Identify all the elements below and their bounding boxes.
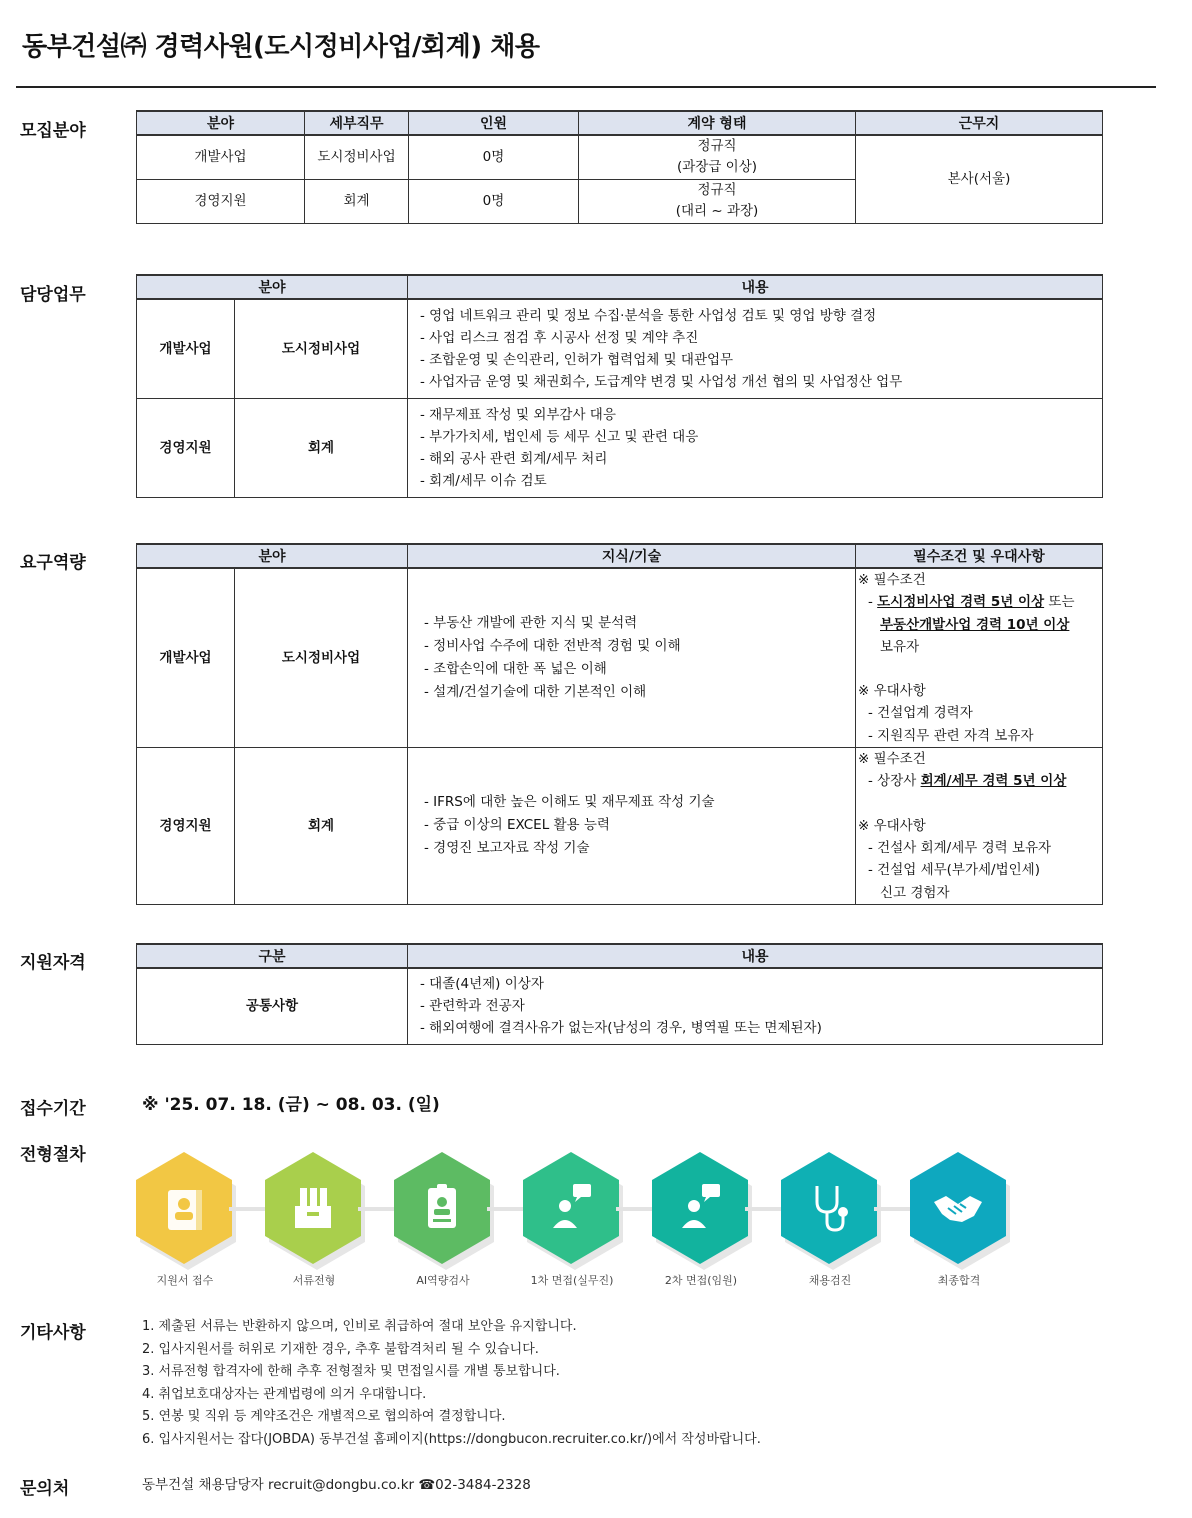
duties-list [408,398,1103,497]
field-cell: 경영지원 [137,179,305,223]
section-label-contact: 문의처 [20,1479,70,1499]
document-files-icon [259,1150,367,1270]
preferred-item: - 건설업계 경력자 [868,705,973,722]
header-content: 내용 [408,275,1103,299]
list-item: - 대졸(4년제) 이상자 [420,976,544,993]
list-item: - 설계/건설기술에 대한 기본적인 이해 [424,684,647,701]
list-item: - 경영진 보고자료 작성 기술 [424,840,590,857]
table-row [137,398,1103,497]
step-label: 1차 면접(실무진) [530,1274,614,1287]
category-cell: 공통사항 [137,968,408,1044]
contact-info: 동부건설 채용담당자 recruit@dongbu.co.kr ☎02-3484-2328 [142,1477,531,1493]
count-cell: 0명 [409,135,579,179]
process-step [904,1150,1014,1287]
contract-cell [579,179,856,223]
table-row [137,968,1103,1044]
step-label: 최종합격 [937,1274,981,1287]
process-step [517,1150,627,1287]
header-field: 분야 [137,275,408,299]
list-item: - 재무제표 작성 및 외부감사 대응 [420,406,616,423]
step-label: AI역량검사 [416,1274,470,1287]
job-cell: 회계 [305,179,409,223]
process-step [130,1150,240,1287]
preferred-title: ※ 우대사항 [858,683,926,700]
process-step [646,1150,756,1287]
preferred-item: - 지원직무 관련 자격 보유자 [868,727,1034,744]
list-item: - 사업자금 운영 및 채권회수, 도급계약 변경 및 사업성 개선 협의 및 사업정산 업무 [420,373,903,390]
requirements-cell [856,568,1103,748]
competency-table [136,543,1103,905]
required-condition: 보유자 [880,638,920,655]
table-row [137,748,1103,905]
note-item: 3. 서류전형 합격자에 한해 추후 전형절차 및 면접일시를 개별 통보합니다. [142,1364,560,1379]
table-row [137,135,1103,179]
list-item: - 회계/세무 이슈 검토 [420,472,547,489]
required-condition [858,770,1102,792]
required-suffix: 또는 [1044,594,1075,611]
job-cell: 도시정비사업 [235,299,408,398]
process-steps [130,1150,1030,1300]
section-label-competency: 요구역량 [20,553,86,573]
contract-grade: (대리 ~ 과장) [675,203,759,219]
required-prefix: - [868,594,878,611]
preferred-title: ※ 우대사항 [858,817,926,834]
required-prefix: - 상장사 [868,773,921,790]
step-label: 2차 면접(임원) [664,1274,738,1287]
job-cell: 회계 [235,748,408,905]
requirements-cell [856,748,1103,905]
field-cell: 개발사업 [137,299,235,398]
job-cell: 회계 [235,398,408,497]
header-job: 세부직무 [305,111,409,135]
job-cell: 도시정비사업 [305,135,409,179]
qualification-table [136,943,1103,1045]
section-label-period: 접수기간 [20,1099,86,1119]
table-header-row [137,944,1103,968]
contract-grade: (과장급 이상) [676,159,758,176]
header-content: 내용 [408,944,1103,968]
header-requirements: 필수조건 및 우대사항 [856,544,1103,568]
preferred-item: - 건설업 세무(부가세/법인세) [868,862,1040,879]
table-header-row [137,544,1103,568]
recruit-table [136,110,1103,224]
stethoscope-icon [775,1150,883,1270]
contract-type: 정규직 [697,182,737,198]
list-item: - IFRS에 대한 높은 이해도 및 재무제표 작성 기술 [424,794,715,811]
notes-list [142,1316,761,1451]
contract-cell [579,135,856,179]
list-item: - 정비사업 수주에 대한 전반적 경험 및 이해 [424,638,681,655]
note-item: 5. 연봉 및 직위 등 계약조건은 개별적으로 협의하여 결정합니다. [142,1409,506,1424]
preferred-item: 신고 경험자 [880,884,950,901]
step-label: 지원서 접수 [156,1274,214,1287]
list-item: - 부가가치세, 법인세 등 세무 신고 및 관련 대응 [420,428,699,445]
header-contract: 계약 형태 [579,111,856,135]
executive-interview-icon [646,1150,754,1270]
list-item: - 부동산 개발에 관한 지식 및 분석력 [424,615,638,632]
required-condition [858,614,1102,636]
section-label-recruit: 모집분야 [20,121,86,141]
job-cell: 도시정비사업 [235,568,408,748]
list-item: - 영업 네트워크 관리 및 정보 수집·분석을 통한 사업성 검토 및 영업 방향 결정 [420,307,877,324]
preferred-item: - 건설사 회계/세무 경력 보유자 [868,839,1052,856]
page-title: 동부건설㈜ 경력사원(도시정비사업/회계) 채용 [22,32,540,62]
process-step [388,1150,498,1287]
duties-table [136,274,1103,498]
table-header-row [137,275,1103,299]
list-item: - 해외여행에 결격사유가 없는자(남성의 경우, 병역필 또는 면제된자) [420,1020,822,1037]
location-cell: 본사(서울) [856,135,1103,223]
note-item: 6. 입사지원서는 잡다(JOBDA) 동부건설 홈페이지(https://dongbucon.recruiter.co.kr/)에서 작성바랍니다. [142,1431,761,1447]
list-item: - 조합운영 및 손익관리, 인허가 협력업체 및 대관업무 [420,351,734,368]
required-highlight: 회계/세무 경력 5년 이상 [920,773,1067,790]
application-book-icon [130,1150,238,1270]
required-title: ※ 필수조건 [858,751,926,768]
field-cell: 개발사업 [137,568,235,748]
required-condition [858,591,1102,613]
contract-type: 정규직 [697,138,737,155]
qualification-list [408,968,1103,1044]
required-highlight: 부동산개발사업 경력 10년 이상 [880,616,1070,633]
note-item: 1. 제출된 서류는 반환하지 않으며, 인비로 취급하여 절대 보안을 유지합니다. [142,1319,577,1334]
list-item: - 관련학과 전공자 [420,998,525,1015]
title-divider [16,86,1156,88]
required-highlight: 도시정비사업 경력 5년 이상 [877,594,1045,611]
table-row [137,299,1103,398]
step-label: 채용검진 [808,1274,852,1287]
note-item: 4. 취업보호대상자는 관계법령에 의거 우대합니다. [142,1386,427,1402]
handshake-icon [904,1150,1012,1270]
header-field: 분야 [137,111,305,135]
required-title: ※ 필수조건 [858,572,926,588]
table-row [137,568,1103,748]
section-label-etc: 기타사항 [20,1323,86,1343]
header-skills: 지식/기술 [408,544,856,568]
header-category: 구분 [137,944,408,968]
table-header-row [137,111,1103,135]
skills-list [408,568,856,748]
list-item: - 사업 리스크 점검 후 시공사 선정 및 계약 추진 [420,329,699,346]
field-cell: 경영지원 [137,748,235,905]
skills-list [408,748,856,905]
application-period: ※ '25. 07. 18. (금) ~ 08. 03. (일) [142,1095,440,1115]
header-field: 분야 [137,544,408,568]
section-label-duties: 담당업무 [20,285,86,305]
process-step [259,1150,369,1287]
id-card-icon [388,1150,496,1270]
duties-list [408,299,1103,398]
step-label: 서류전형 [292,1274,336,1287]
list-item: - 중급 이상의 EXCEL 활용 능력 [424,817,610,834]
field-cell: 개발사업 [137,135,305,179]
process-step [775,1150,885,1287]
section-label-process: 전형절차 [20,1145,86,1165]
list-item: - 해외 공사 관련 회계/세무 처리 [420,450,608,467]
field-cell: 경영지원 [137,398,235,497]
interview-person-icon [517,1150,625,1270]
count-cell: 0명 [409,179,579,223]
list-item: - 조합손익에 대한 폭 넓은 이해 [424,661,607,678]
header-count: 인원 [409,111,579,135]
note-item: 2. 입사지원서를 허위로 기재한 경우, 추후 불합격처리 될 수 있습니다. [142,1341,539,1357]
header-location: 근무지 [856,111,1103,135]
section-label-qualification: 지원자격 [20,953,86,973]
